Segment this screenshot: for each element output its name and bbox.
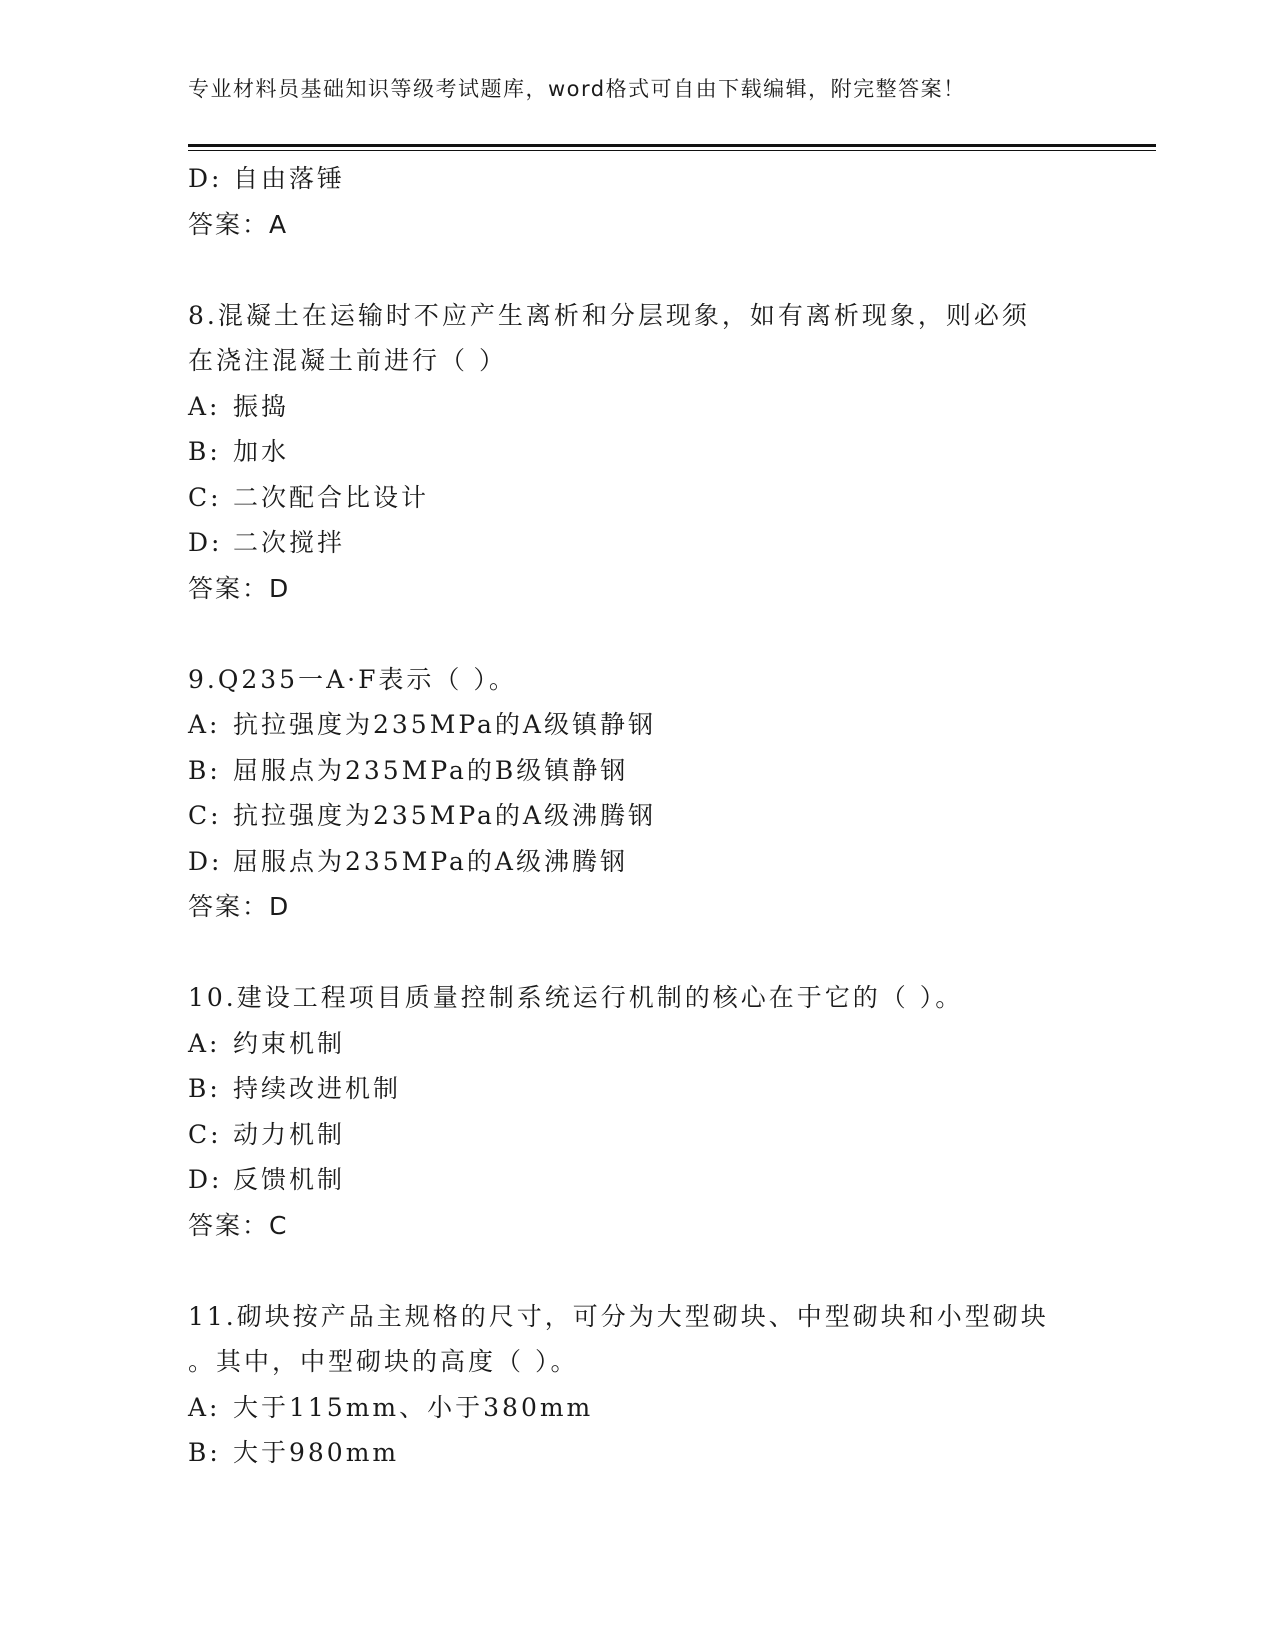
spacer: [188, 930, 1148, 976]
q8-option-d: D: 二次搅拌: [188, 528, 346, 557]
q10-option-b: B: 持续改进机制: [188, 1074, 402, 1103]
spacer: [188, 611, 1148, 657]
q11-option-b: B: 大于980mm: [188, 1438, 400, 1467]
q10-option-a: A: 约束机制: [188, 1028, 346, 1058]
option-d: D: 自由落锤: [188, 164, 346, 193]
header-rule-thick: [188, 144, 1156, 147]
q9-option-c: C: 抗拉强度为235MPa的A级沸腾钢: [188, 801, 656, 830]
question-11-line-1: 11.砌块按产品主规格的尺寸，可分为大型砌块、中型砌块和小型砌块: [188, 1301, 1049, 1331]
q10-option-d: D: 反馈机制: [188, 1165, 346, 1194]
question-8-line-2: 在浇注混凝土前进行（ ）: [188, 346, 507, 375]
q9-option-b: B: 屈服点为235MPa的B级镇静钢: [188, 755, 629, 785]
q9-option-a: A: 抗拉强度为235MPa的A级镇静钢: [188, 710, 656, 739]
q11-option-a: A: 大于115mm、小于380mm: [188, 1392, 594, 1422]
q10-answer: 答案：C: [188, 1210, 289, 1240]
q8-option-b: B: 加水: [188, 437, 290, 466]
question-8-line-1: 8.混凝土在运输时不应产生离析和分层现象，如有离析现象，则必须: [188, 300, 1030, 330]
question-10-line-1: 10.建设工程项目质量控制系统运行机制的核心在于它的（ ）。: [188, 983, 964, 1012]
q9-option-d: D: 屈服点为235MPa的A级沸腾钢: [188, 846, 628, 876]
spacer: [188, 1248, 1148, 1294]
spacer: [188, 247, 1148, 293]
q9-answer: 答案：D: [188, 892, 291, 921]
q8-option-a: A: 振捣: [188, 391, 290, 421]
content: [188, 156, 1148, 1476]
q10-option-c: C: 动力机制: [188, 1119, 346, 1149]
q8-option-c: C: 二次配合比设计: [188, 482, 430, 512]
header-rule-thin: [188, 150, 1156, 151]
answer: 答案：A: [188, 209, 289, 239]
page-header: 专业材料员基础知识等级考试题库，word格式可自由下载编辑，附完整答案！: [188, 77, 966, 101]
question-11-line-2: 。其中，中型砌块的高度（ ）。: [188, 1347, 579, 1376]
q8-answer: 答案：D: [188, 573, 291, 603]
question-9-line-1: 9.Q235一A·F表示（ ）。: [188, 664, 517, 694]
